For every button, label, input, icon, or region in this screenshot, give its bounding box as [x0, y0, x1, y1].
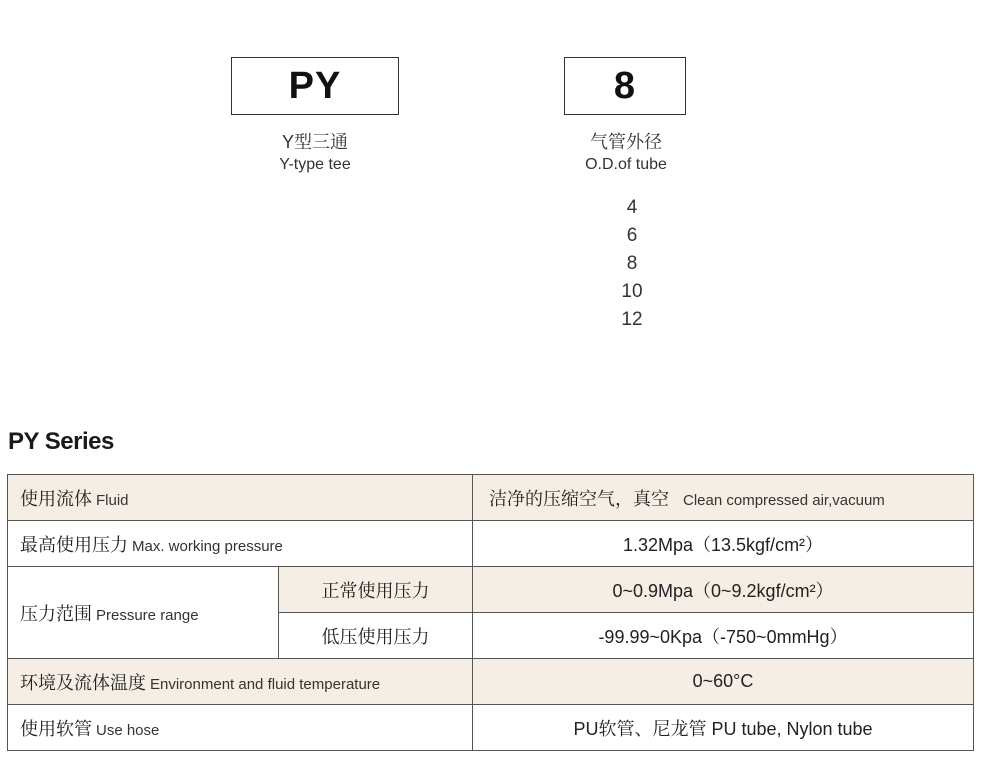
spec-table [7, 474, 974, 751]
series-title: PY Series [8, 428, 114, 455]
label-zh: 最高使用压力 [20, 534, 128, 555]
tube-size-item: 12 [621, 309, 643, 330]
label-en: Pressure range [96, 606, 199, 624]
label-en: Environment and fluid temperature [150, 675, 381, 693]
model-code: PY [288, 64, 342, 107]
tube-size-item: 10 [621, 281, 643, 302]
tube-size-item: 8 [626, 253, 638, 274]
label-zh: 压力范围 [20, 603, 92, 624]
model-label-en: Y-type tee [279, 156, 351, 173]
spec-value: 0~60°C [473, 659, 974, 705]
spec-value: -99.99~0Kpa（-750~0mmHg） [473, 613, 974, 659]
label-en: Use hose [96, 721, 160, 739]
spec-value [473, 475, 974, 521]
spec-row-max-pressure [8, 521, 974, 567]
spec-label [8, 567, 279, 659]
spec-sublabel: 正常使用压力 [279, 567, 473, 613]
value-en: Clean compressed air,vacuum [683, 491, 885, 509]
spec-value: PU软管、尼龙管 PU tube, Nylon tube [473, 705, 974, 751]
tube-size-item: 4 [626, 197, 638, 218]
spec-label [8, 475, 473, 521]
spec-label [8, 705, 473, 751]
label-en: Fluid [96, 491, 129, 509]
label-zh: 环境及流体温度 [20, 672, 146, 693]
spec-row-pressure-normal [8, 567, 974, 613]
value-zh: 洁净的压缩空气，真空 [489, 488, 670, 509]
model-code-box [231, 57, 399, 115]
label-zh: 使用流体 [20, 488, 92, 509]
spec-row-hose [8, 705, 974, 751]
tube-size-item: 6 [626, 225, 638, 246]
tube-size-list [602, 194, 662, 334]
spec-row-fluid [8, 475, 974, 521]
spec-label [8, 521, 473, 567]
tube-label-zh: 气管外径 [590, 132, 662, 152]
spec-row-temperature [8, 659, 974, 705]
spec-sublabel: 低压使用压力 [279, 613, 473, 659]
label-en: Max. working pressure [132, 537, 283, 555]
spec-label [8, 659, 473, 705]
tube-label-en: O.D.of tube [585, 156, 667, 173]
spec-value: 1.32Mpa（13.5kgf/cm²） [473, 521, 974, 567]
model-label-zh: Y型三通 [281, 132, 348, 152]
label-zh: 使用软管 [20, 718, 92, 739]
spec-value: 0~0.9Mpa（0~9.2kgf/cm²） [473, 567, 974, 613]
tube-code-box [564, 57, 686, 115]
tube-code: 8 [613, 64, 637, 107]
